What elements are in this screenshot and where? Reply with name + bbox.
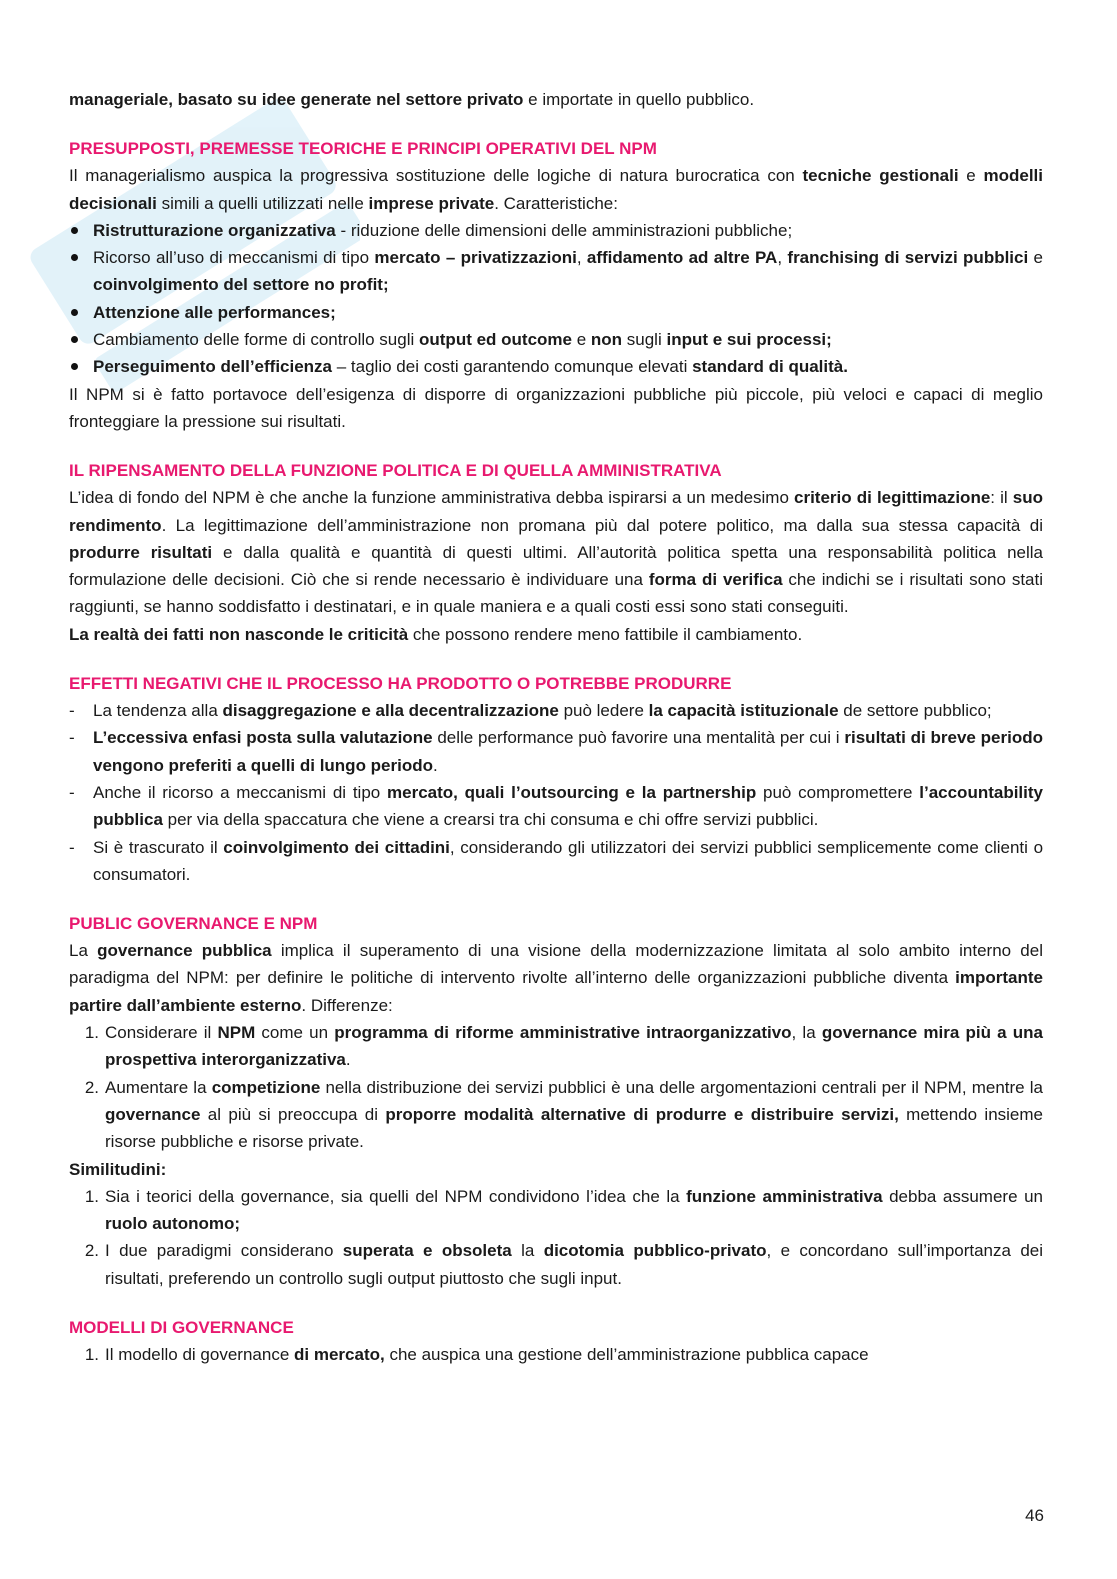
list-item [69,1019,1043,1074]
text-run: . [433,755,438,775]
text-run: de settore pubblico; [838,701,992,721]
bold-text: produrre risultati [69,542,213,562]
bold-text: La realtà dei fatti non nasconde le criticità [69,624,409,644]
text-run: implica il superamento di una visione della modernizzazione limitata al solo ambito interno del paradigma del NPM: per definire le politiche di intervento rivolte all’interno delle organizzazioni pubbliche diventa [69,941,1043,988]
bold-text: dicotomia pubblico-privato [543,1241,767,1261]
similarities-label: Similitudini: [69,1159,167,1179]
text-run: La [69,941,98,961]
list-item [69,1237,1043,1292]
rethinking-criticality [69,621,1043,648]
bold-text: governance [105,1104,201,1124]
bold-text: coinvolgimento dei cittadini [223,837,450,857]
bold-text: affidamento ad altre PA [586,248,778,268]
bold-text: importante partire dall’ambiente esterno [69,968,1043,1015]
bold-text: non [590,330,623,350]
list-item [69,353,1043,380]
bold-text: programma di riforme amministrative intraorganizzativo [334,1023,792,1043]
npm-intro-paragraph [69,162,1043,217]
text-run: debba assumere un [882,1186,1043,1206]
text-run: Anche il ricorso a meccanismi di tipo [93,782,388,802]
text-run: Sia i teorici della governance, sia quelli del NPM condividono l’idea che la [105,1186,687,1206]
text-run: sugli [622,330,667,350]
dash-marker: - [69,701,75,721]
text-run: Considerare il [105,1023,218,1043]
bold-text: modelli decisionali [69,166,1043,213]
list-number: 2. [84,1077,99,1097]
dash-marker: - [69,837,75,857]
text-run: . Differenze: [301,995,393,1015]
bold-text: franchising di servizi pubblici [787,248,1029,268]
bold-text: forma di verifica [648,570,783,590]
list-item [69,244,1043,299]
section-heading-governance-models: MODELLI DI GOVERNANCE [69,1317,294,1337]
list-item [69,724,1043,779]
bold-text: proporre modalità alternative di produrre e distribuire servizi, [385,1104,899,1124]
bold-text: output ed outcome [419,330,572,350]
bold-text: mercato, quali l’outsourcing e la partnership [387,782,757,802]
governance-models-list [69,1341,1043,1368]
text-run: la [511,1241,544,1261]
bold-text: funzione amministrativa [686,1186,883,1206]
text-run: Ricorso all’uso di meccanismi di tipo [93,248,375,268]
text-run: . [345,1050,351,1070]
npm-characteristics-list [69,217,1043,381]
bold-text: di mercato, [294,1344,385,1364]
bold-text: L’eccessiva enfasi posta sulla valutazione [93,728,433,748]
list-item [69,1341,1043,1368]
text-run: , la [791,1023,822,1043]
text-run: e dalla qualità e quantità di questi ultimi. All’autorità politica spetta una responsabilità politica nella formulazione delle decisioni. Ciò che si rende necessario è individuare una [69,542,1043,590]
text-run: I due paradigmi considerano [105,1241,343,1261]
bold-text: superata e obsoleta [342,1241,512,1261]
bold-text: suo rendimento [69,488,1043,535]
text-run: e [571,330,591,350]
list-item [69,697,1043,724]
text-run: al più si preoccupa di [200,1104,386,1124]
text-run: , e concordano sull’importanza dei risultati, preferendo un controllo sugli output piuttosto che sugli input. [105,1241,1044,1288]
section-heading-npm-principles: PRESUPPOSTI, PREMESSE TEORICHE E PRINCIPI OPERATIVI DEL NPM [69,139,657,159]
bold-text: coinvolgimento del settore no profit; [93,275,389,295]
text-run: simili a quelli utilizzati nelle [156,193,369,213]
text-run: mettendo insieme risorse pubbliche e risorse private. [105,1104,1043,1152]
intro-line [69,86,1043,113]
text-run: L’idea di fondo del NPM è che anche la funzione amministrativa debba ispirarsi a un medesimo [69,488,795,508]
bold-text: input e sui processi; [666,330,832,350]
rethinking-paragraph [69,484,1043,620]
text-run: . Caratteristiche: [494,193,618,213]
governance-intro-paragraph [69,937,1043,1019]
text-run: e [958,166,984,186]
document-page [69,86,1043,1368]
dash-marker: - [69,728,75,748]
text-run: Cambiamento delle forme di controllo sugli [93,330,419,350]
text-run: che indichi se i risultati sono stati raggiunti, se hanno soddisfatto i destinatari, e in quale maniera e a quali costi essi sono stati conseguiti. [69,570,1043,617]
section-heading-rethinking: IL RIPENSAMENTO DELLA FUNZIONE POLITICA E DI QUELLA AMMINISTRATIVA [69,461,722,481]
bold-text: la capacità istituzionale [648,701,839,721]
text-run: Il modello di governance [105,1344,295,1364]
section-heading-negative-effects: EFFETTI NEGATIVI CHE IL PROCESSO HA PRODOTTO O POTREBBE PRODURRE [69,674,732,694]
npm-outro-paragraph [69,381,1043,436]
list-item [69,217,1043,244]
list-item [69,1183,1043,1238]
text-run: La tendenza alla [93,701,223,721]
bold-text: competizione [211,1077,321,1097]
text-run: – taglio dei costi garantendo comunque elevati [332,357,693,377]
text-run: . La legittimazione dell’amministrazione non promana più dal potere politico, ma dalla sua stessa capacità di [161,515,1043,535]
text-run: , [576,248,587,268]
text-run: e importate in quello pubblico. [523,90,755,109]
bold-text: tecniche gestionali [802,166,959,186]
list-number: 1. [84,1344,99,1364]
text-run: per via della spaccatura che viene a crearsi tra chi consuma e chi offre servizi pubblici. [162,810,819,830]
text-run: può compromettere [756,782,920,802]
list-number: 2. [84,1241,99,1261]
page-number: 46 [1025,1506,1044,1525]
section-heading-public-governance: PUBLIC GOVERNANCE E NPM [69,914,318,934]
list-item [69,834,1043,889]
bold-text: standard di qualità. [692,357,848,377]
bold-text: disaggregazione e alla decentralizzazione [222,701,559,721]
text-run: che possono rendere meno fattibile il cambiamento. [408,624,803,644]
bold-text: NPM [217,1023,256,1043]
bold-text: Perseguimento dell’efficienza [93,357,333,377]
text-run: Il managerialismo auspica la progressiva sostituzione delle logiche di natura burocratica con [69,166,803,186]
text-run: : il [990,488,1013,508]
bold-text: manageriale, basato su idee generate nel settore privato [69,90,524,109]
differences-list [69,1019,1043,1155]
text-run: nella distribuzione dei servizi pubblici è una delle argomentazioni centrali per il NPM, mentre la [320,1077,1044,1097]
list-item [69,326,1043,353]
bold-text: ruolo autonomo; [105,1214,241,1234]
list-item [69,1074,1043,1156]
list-number: 1. [84,1186,99,1206]
bold-text: risultati di breve periodo vengono preferiti a quelli di lungo periodo [93,728,1043,775]
text-run: Si è trascurato il [93,837,224,857]
bold-text: criterio di legittimazione [794,488,991,508]
bold-text: l’accountability pubblica [93,782,1043,830]
text-run: e [1028,248,1044,268]
negative-effects-list [69,697,1043,888]
text-run: , considerando gli utilizzatori dei servizi pubblici semplicemente come clienti o consumatori. [93,837,1044,884]
text-run: come un [255,1023,335,1043]
list-item [69,779,1043,834]
bold-text: Attenzione alle performances; [93,302,336,322]
text-run: Aumentare la [105,1077,212,1097]
text-run: , [777,248,788,268]
list-item [69,299,1043,326]
similarities-list [69,1183,1043,1292]
text-run: Il NPM si è fatto portavoce dell’esigenza di disporre di organizzazioni pubbliche più piccole, più veloci e capaci di meglio fronteggiare la pressione sui risultati. [69,384,1043,431]
text-run: può ledere [558,701,649,721]
text-run: che auspica una gestione dell’amministrazione pubblica capace [384,1344,869,1364]
bold-text: governance pubblica [97,941,272,961]
dash-marker: - [69,782,75,802]
bold-text: Ristrutturazione organizzativa [93,220,336,240]
list-number: 1. [84,1023,99,1043]
bold-text: governance mira più a una prospettiva interorganizzativa [105,1023,1043,1070]
text-run: - riduzione delle dimensioni delle amministrazioni pubbliche; [335,220,793,240]
bold-text: imprese private [368,193,495,213]
text-run: delle performance può favorire una mentalità per cui i [432,728,845,748]
bold-text: mercato – privatizzazioni [374,248,577,268]
